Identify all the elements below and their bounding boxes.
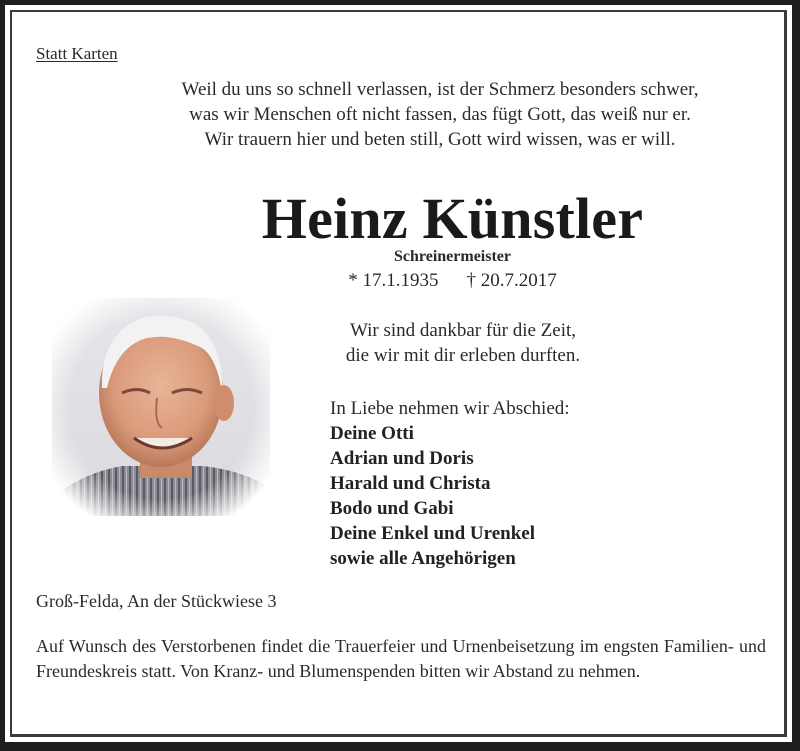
birth-date: * 17.1.1935 (348, 270, 439, 291)
gratitude-text (318, 318, 608, 368)
address: Groß-Felda, An der Stückwiese 3 (36, 591, 277, 611)
poem-line: Wir trauern hier und beten still, Gott wird wissen, was er will. (204, 129, 676, 150)
mourners-intro: In Liebe nehmen wir Abschied: (330, 398, 570, 419)
poem-line: was wir Menschen oft nicht fassen, das fügt Gott, das weiß nur er. (189, 104, 691, 125)
portrait-photo (52, 298, 270, 516)
statt-karten-label: Statt Karten (36, 44, 118, 63)
mourner-name: Harald und Christa (330, 473, 491, 494)
mourner-name: sowie alle Angehörigen (330, 548, 516, 569)
life-dates (300, 270, 605, 292)
mourners-list (330, 396, 570, 571)
deceased-profession: Schreinermeister (394, 248, 511, 265)
mourner-name: Deine Otti (330, 423, 414, 444)
death-date: † 20.7.2017 (466, 270, 557, 291)
mourner-name: Deine Enkel und Urenkel (330, 523, 535, 544)
mourner-name: Bodo und Gabi (330, 498, 454, 519)
deceased-name: Heinz Künstler (261, 186, 644, 251)
funeral-note: Auf Wunsch des Verstorbenen findet die Trauerfeier und Urnenbeisetzung im engsten Familien- und Freundeskreis statt. Von Kranz- und Blumenspenden bitten wir Abstand zu nehmen. (36, 636, 766, 681)
gratitude-line: Wir sind dankbar für die Zeit, (349, 320, 577, 341)
gratitude-line: die wir mit dir erleben durften. (345, 345, 581, 366)
mourner-name: Adrian und Doris (330, 448, 474, 469)
poem (150, 77, 730, 152)
poem-line: Weil du uns so schnell verlassen, ist der Schmerz besonders schwer, (181, 79, 699, 100)
